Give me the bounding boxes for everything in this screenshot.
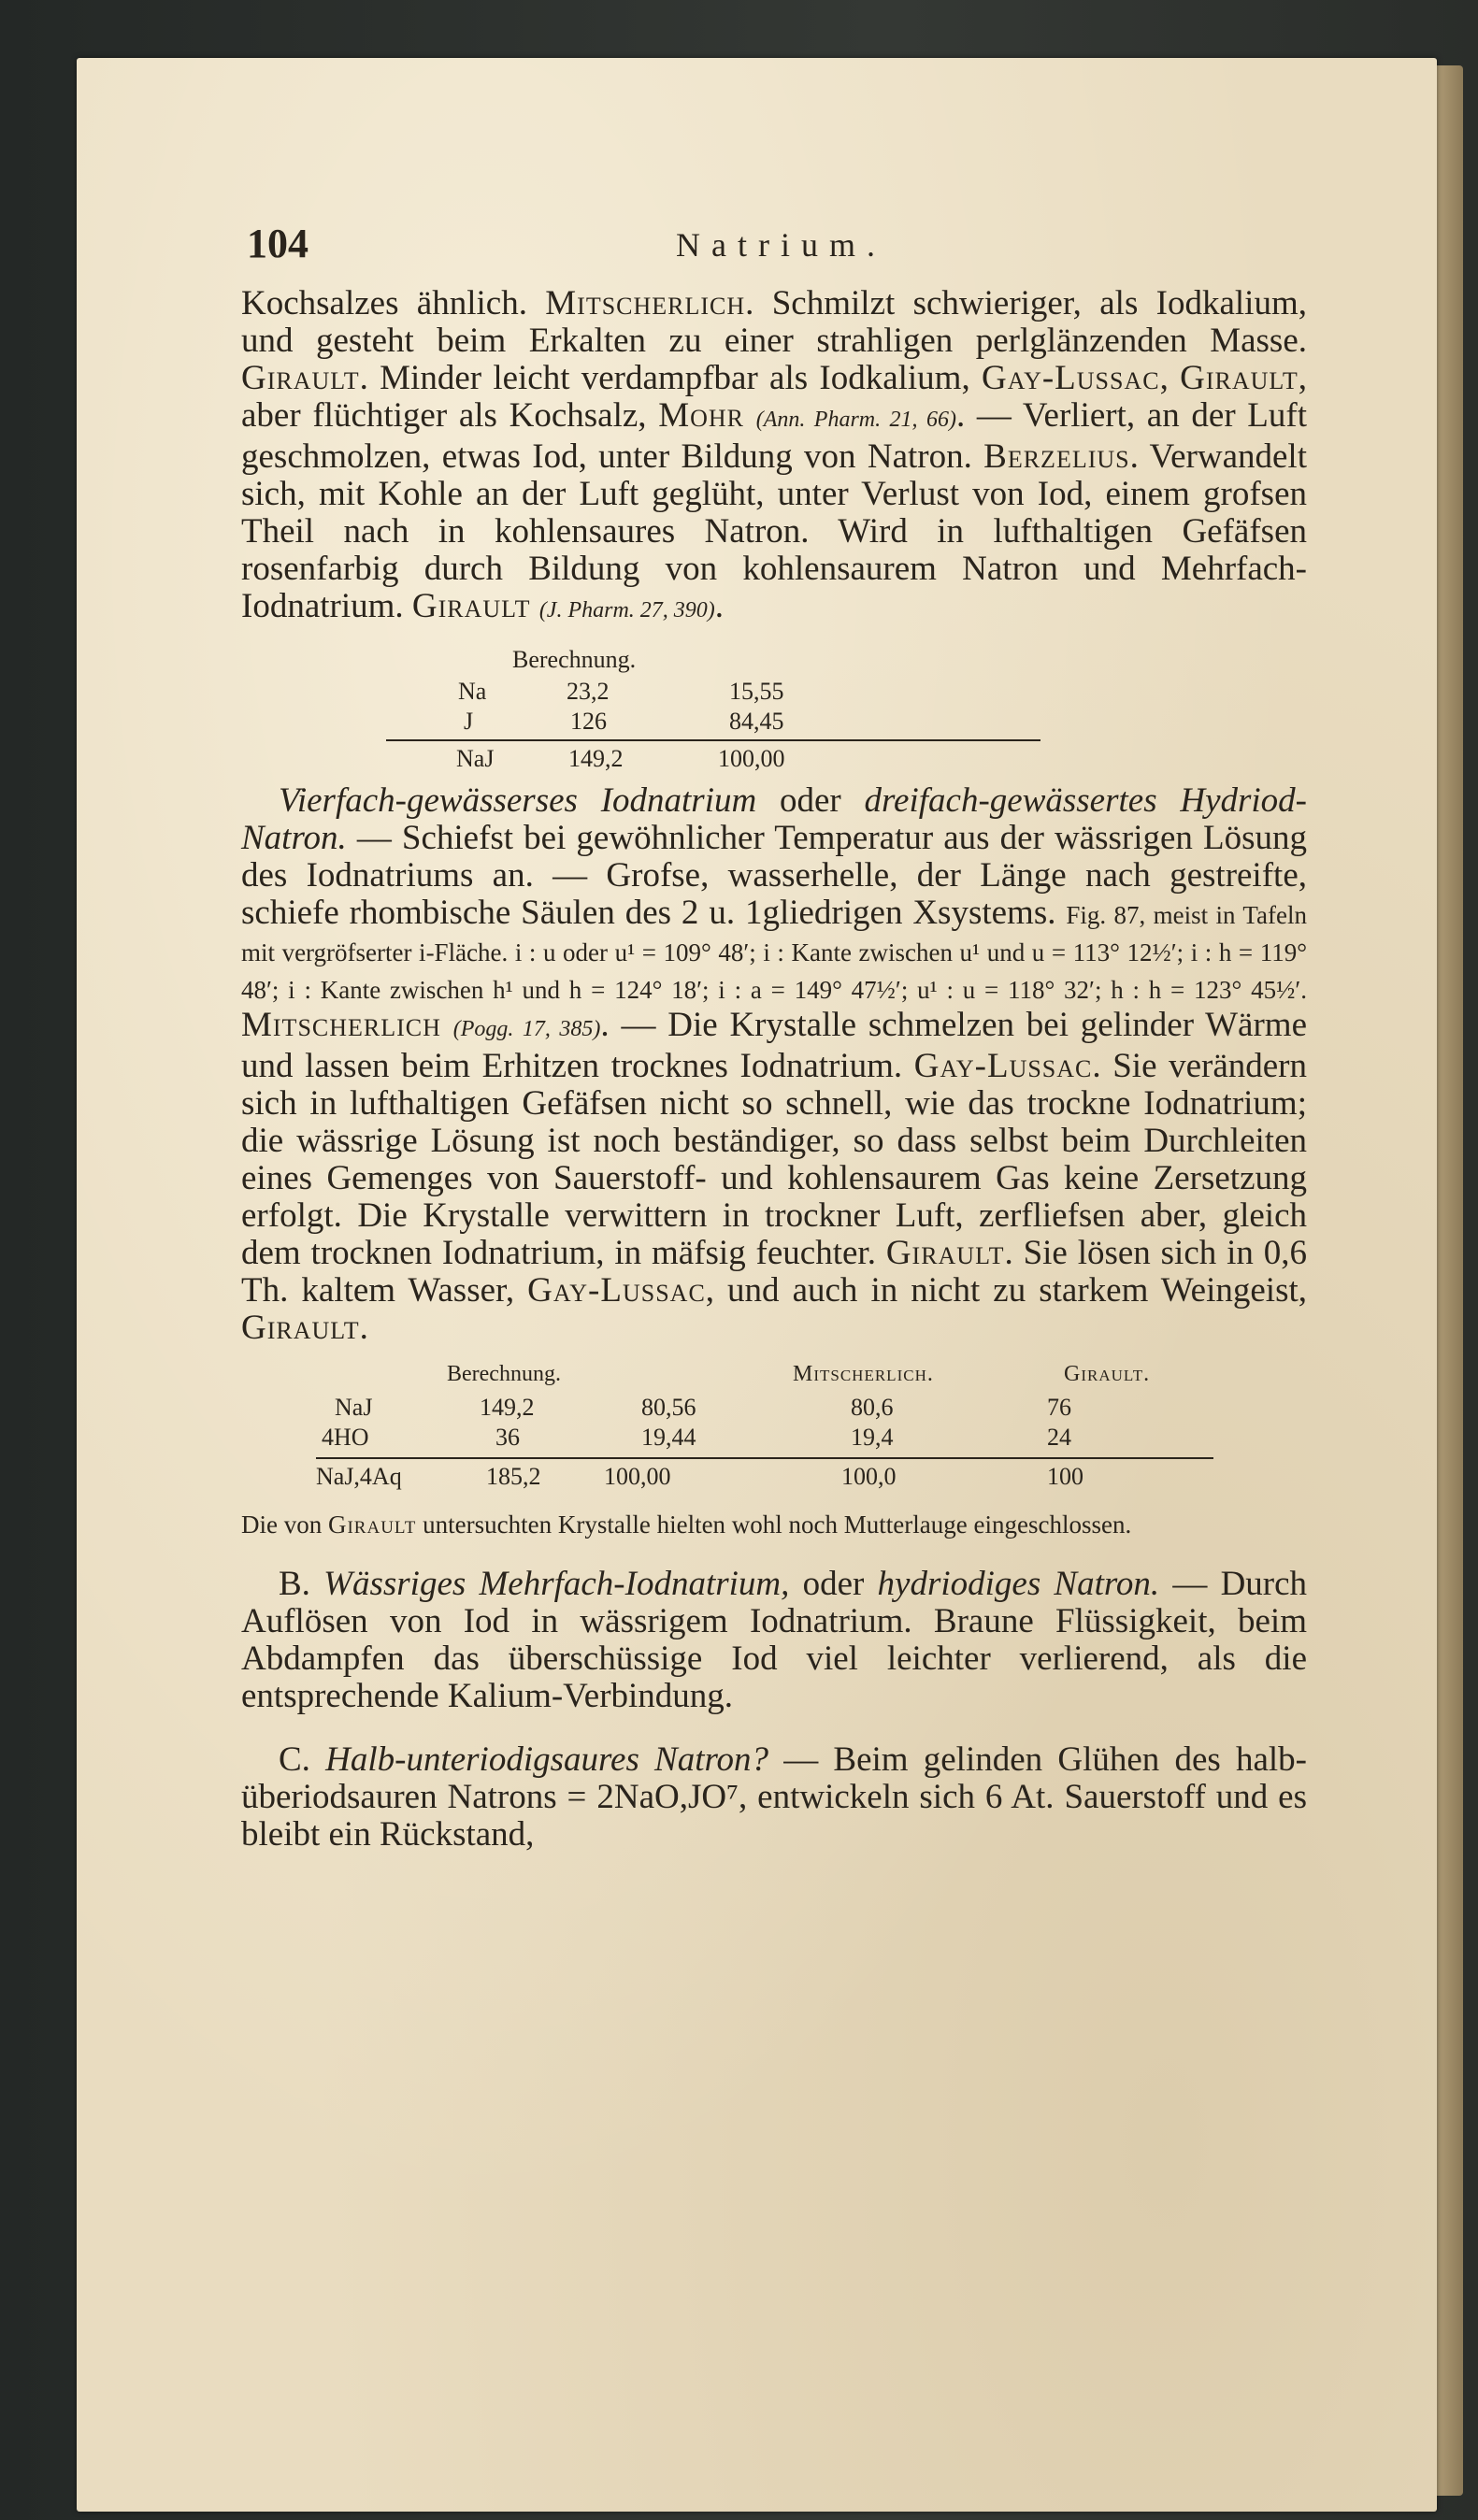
row-percent: 84,45: [729, 708, 784, 735]
table-row: [241, 1424, 1270, 1453]
row-label: 4HO: [322, 1424, 369, 1451]
author-name: Mohr: [658, 396, 745, 435]
author-name: Girault: [885, 1234, 1005, 1272]
crystal-angles: Fig. 87, meist in Tafeln mit vergröfserter i-Fläche. i : u oder u¹ = 109° 48′; i : Kante zwischen u¹ und u = 113° 12½′; i : h = 119° 48′; i : Kante zwischen h¹ und h = 124° 18′; i : a = 149° 47½′; u¹ : u = 118° 32′; h : h = 123° 45½′.: [241, 901, 1307, 1004]
page-number: 104: [247, 221, 309, 266]
text-segment: Kochsalzes ähnlich.: [241, 284, 527, 322]
compound-title: dreifach-gewässertes Hydriod-Natron.: [241, 781, 1308, 857]
row-label: NaJ: [335, 1394, 373, 1421]
page-content: [157, 220, 1335, 1854]
author-name: Gay-Lussac: [527, 1271, 706, 1310]
citation: (Pogg. 17, 385): [452, 1017, 601, 1041]
compound-title: Vierfach-gewässerses Iodnatrium: [279, 781, 757, 820]
row-value: 149,2: [480, 1394, 535, 1421]
table-total-row: [241, 745, 1083, 775]
text-segment: oder: [779, 781, 841, 820]
calculation-table-1: [241, 642, 1176, 773]
author-name: Girault: [411, 587, 531, 625]
paragraph-properties: [157, 285, 1335, 629]
text-segment: . — Die Krystalle schmelzen bei gelinder Wärme und lassen beim Erhitzen trocknes Iodnatrium.: [241, 1006, 1307, 1085]
text-segment: — Beim gelinden Glühen des halb-überiodsauren Natrons = 2NaO,JO⁷, entwickeln sich 6 At. Sauerstoff und es bleibt ein Rückstand,: [241, 1740, 1307, 1854]
total-percent: 100,00: [718, 745, 785, 772]
table-row: [241, 708, 1083, 737]
sum-rule: [316, 1457, 1213, 1459]
sum-rule: [386, 739, 1040, 741]
citation: (Ann. Pharm. 21, 66): [755, 408, 956, 432]
row-percent: 80,56: [641, 1394, 696, 1421]
row-value: 126: [570, 708, 607, 735]
row-mitscherlich: 19,4: [851, 1424, 894, 1451]
row-percent: 15,55: [729, 678, 784, 705]
author-name: Girault: [1180, 359, 1299, 397]
column-header-mitscherlich: Mitscherlich.: [793, 1362, 934, 1386]
text-segment: , und auch in nicht zu starkem Weingeist,: [705, 1271, 1308, 1310]
row-mitscherlich: 80,6: [851, 1394, 894, 1421]
text-segment: , aber flüchtiger als Kochsalz,: [241, 359, 1307, 435]
table-total-row: [241, 1463, 1270, 1493]
text-segment: — Durch Auflösen von Iod in wässrigem Iodnatrium. Braune Flüssigkeit, beim Abdampfen das überschüssige Iod viel leichter verlierend, als die entsprechende Kalium-Verbindung.: [241, 1565, 1308, 1715]
text-segment: .: [714, 587, 725, 625]
text-segment: Die von: [241, 1511, 323, 1539]
total-label: NaJ,4Aq: [316, 1463, 402, 1490]
text-segment: ,: [1159, 359, 1169, 397]
author-name: Girault: [241, 1309, 360, 1347]
calculation-table-2: [241, 1362, 1176, 1502]
row-value: 36: [495, 1424, 520, 1451]
text-segment: untersuchten Krystalle hielten wohl noch Mutterlauge eingeschlossen.: [423, 1511, 1132, 1539]
text-segment: . Verwandelt sich, mit Kohle an der Luft geglüht, unter Verlust von Iod, einem grofsen Theil nach in kohlensaures Natron. Wird in lufthaltigen Gefäfsen rosenfarbig durch Bildung von kohlensaurem Natron und Mehrfach-Iodnatrium.: [241, 437, 1307, 625]
table-row: [241, 1394, 1270, 1424]
table-row: [241, 678, 1083, 708]
text-segment: . Schmilzt schwieriger, als Iodkalium, und gesteht beim Erkalten zu einer strahligen perlglänzenden Masse.: [241, 284, 1307, 360]
row-girault: 76: [1047, 1394, 1071, 1421]
section-title: hydriodiges Natron.: [877, 1565, 1160, 1603]
row-value: 23,2: [567, 678, 610, 705]
column-header-berechnung: Berechnung.: [447, 1362, 561, 1386]
row-percent: 19,44: [641, 1424, 696, 1451]
running-head: Natrium.: [676, 226, 886, 264]
page-header: [157, 220, 1335, 285]
author-name: Mitscherlich: [241, 1006, 441, 1044]
row-girault: 24: [1047, 1424, 1071, 1451]
row-label: Na: [458, 678, 487, 705]
section-b: [157, 1566, 1335, 1715]
text-segment: .: [359, 1309, 368, 1347]
author-name: Berzelius: [983, 437, 1130, 476]
text-segment: . Sie verändern sich in lufthaltigen Gefäfsen nicht so schnell, wie das trockne Iodnatrium; die wässrige Lösung ist noch beständiger, so dass selbst beim Durchleiten eines Gemenges von Sauerstoff- und kohlensaurem Gas keine Zersetzung erfolgt. Die Krystalle verwittern in trockner Luft, zerfliefsen aber, gleich dem trocknen Iodnatrium, in mäfsig feuchter.: [241, 1047, 1308, 1272]
section-letter: C.: [279, 1740, 310, 1779]
total-girault: 100: [1047, 1463, 1083, 1490]
text-segment: . Sie lösen sich in 0,6 Th. kaltem Wasser,: [241, 1234, 1307, 1310]
author-name: Mitscherlich: [545, 284, 746, 322]
citation: (J. Pharm. 27, 390): [538, 598, 715, 623]
total-mitscherlich: 100,0: [841, 1463, 897, 1490]
total-value: 185,2: [486, 1463, 541, 1490]
total-value: 149,2: [568, 745, 624, 772]
section-letter: B.: [279, 1565, 310, 1603]
author-name: Gay-Lussac: [913, 1047, 1093, 1085]
total-label: NaJ: [456, 745, 495, 772]
text-segment: — Schiefst bei gewöhnlicher Temperatur aus der wässrigen Lösung des Iodnatriums an. — Grofse, wasserhelle, der Länge nach gestreifte, schiefe rhombische Säulen des 2 u. 1gliedrigen Xsystems.: [241, 819, 1308, 932]
section-title: Halb-unteriodigsaures Natron?: [325, 1740, 769, 1779]
paragraph-hydrate: [157, 782, 1335, 1347]
author-name: Gay-Lussac: [981, 359, 1160, 397]
author-name: Girault: [327, 1511, 417, 1539]
text-segment: oder: [802, 1565, 865, 1603]
row-label: J: [464, 708, 474, 735]
total-percent: 100,00: [604, 1463, 671, 1490]
author-name: Girault: [241, 359, 360, 397]
section-title: Wässriges Mehrfach-Iodnatrium,: [323, 1565, 790, 1603]
column-header-girault: Girault.: [1064, 1362, 1151, 1386]
text-segment: . Minder leicht verdampfbar als Iodkalium,: [359, 359, 970, 397]
table-caption: Berechnung.: [512, 646, 637, 673]
footnote: [157, 1511, 1335, 1538]
section-c: [157, 1741, 1335, 1854]
text-segment: . — Verliert, an der Luft geschmolzen, etwas Iod, unter Bildung von Natron.: [241, 396, 1308, 476]
